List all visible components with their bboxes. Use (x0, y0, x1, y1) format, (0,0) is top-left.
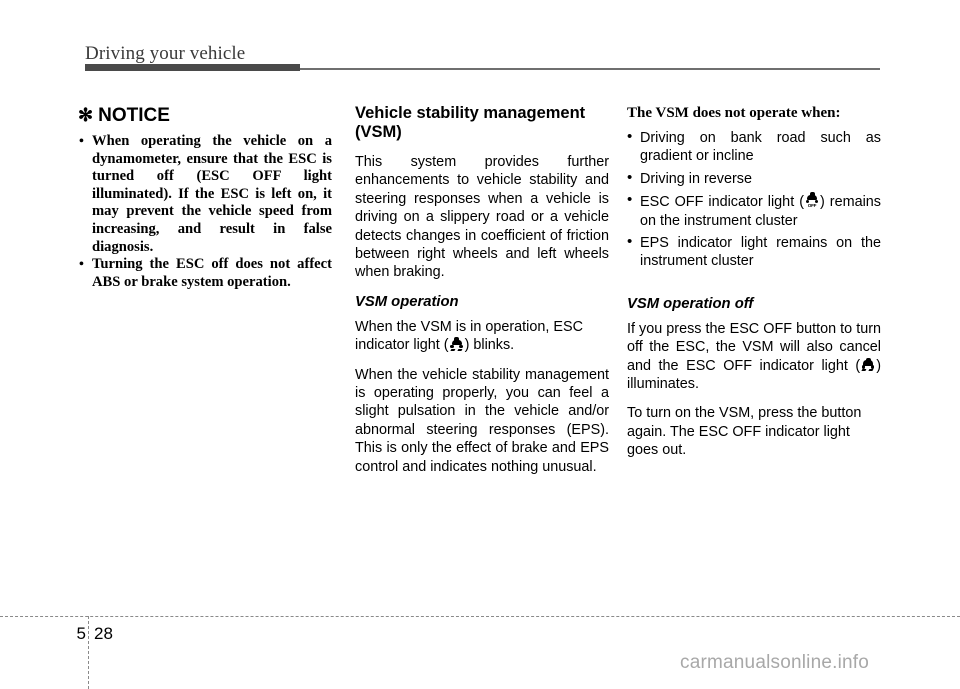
paragraph-text-after-icon: ) blinks. (464, 337, 515, 354)
sub-heading-vsm-operation-off: VSM operation off (627, 295, 754, 312)
column-right-vsm-limits (627, 104, 881, 471)
esc-off-indicator-icon (861, 358, 875, 373)
notice-heading (78, 104, 332, 127)
vsm-limit-list-item (627, 234, 881, 271)
paragraph-text-after-icon: ) illuminates. (627, 357, 881, 393)
notice-heading-label: NOTICE (98, 105, 170, 126)
footer-divider-horizontal (0, 616, 960, 617)
footer-page-number: 28 (94, 624, 113, 643)
notice-list-item (78, 133, 332, 256)
bullet-icon: • (627, 128, 633, 145)
esc-indicator-icon (450, 337, 464, 352)
vsm-operation-paragraph-1 (355, 318, 609, 355)
bullet-icon: • (627, 233, 633, 251)
vsm-limit-list-item (627, 192, 881, 230)
vsm-intro-paragraph: This system provides further enhancements to vehicle stability and steering responses when a vehicle is driving on a slippery road or a vehicle detects changes in coefficient of friction between right wheels and left wheels when braking. (355, 154, 609, 281)
notice-list-item (78, 256, 332, 291)
bullet-icon: • (627, 191, 633, 209)
vsm-limit-text: Driving on bank road such as gradient or incline (640, 130, 881, 165)
vsm-operation-paragraph-2: When the vehicle stability management is operating properly, you can feel a slight pulsation in the vehicle and/or abnormal steering responses (EPS). This is only the effect of brake and EPS control and indicates nothing unusual. (355, 366, 609, 475)
vsm-limit-text: Driving in reverse (640, 170, 752, 187)
footer-divider-vertical (88, 616, 89, 689)
vsm-off-paragraph-1 (627, 320, 881, 394)
column-middle-vsm (355, 104, 609, 487)
vsm-limit-text-before-icon: ESC OFF indicator light ( (640, 194, 804, 211)
paragraph-text-before-icon: If you press the ESC OFF button to turn off the ESC, the VSM will also cancel and the ESC OFF indicator light ( (627, 320, 881, 374)
footer-chapter-number: 5 (76, 624, 86, 643)
vsm-limit-text: EPS indicator light remains on the instrument cluster (640, 235, 881, 270)
vsm-off-paragraph-2: To turn on the VSM, press the button again. The ESC OFF indicator light goes out. (627, 405, 862, 459)
vsm-limit-list-item (627, 170, 881, 188)
section-heading-vsm: Vehicle stability management (VSM) (355, 104, 586, 141)
esc-off-indicator-icon (805, 192, 819, 209)
notice-item-text: Turning the ESC off does not affect ABS or brake system operation. (92, 256, 332, 290)
page-title: Driving your vehicle (85, 43, 246, 64)
esc-off-label: OFF (807, 203, 817, 209)
paragraph-text-before-icon: When the VSM is in operation, ESC indicator light ( (355, 318, 583, 354)
asterisk-icon: ✻ (78, 105, 94, 125)
vsm-limit-text-after-icon: ) remains on the instrument cluster (640, 194, 881, 229)
bullet-icon: • (79, 257, 84, 273)
bullet-icon: • (79, 134, 84, 149)
column-left-notice (78, 104, 332, 291)
heading-vsm-does-not-operate: The VSM does not operate when: (627, 105, 841, 121)
section-spacer (627, 275, 881, 295)
bullet-icon: • (627, 168, 633, 186)
vsm-limit-list-item (627, 129, 881, 166)
notice-item-text: When operating the vehicle on a dynamometer, ensure that the ESC is turned off (ESC OFF light illuminated). If the ESC is left on, it may prevent the vehicle speed from increasing, and result in false diagnosis. (92, 133, 332, 255)
sub-heading-vsm-operation: VSM operation (355, 293, 459, 310)
watermark: carmanualsonline.info (680, 652, 870, 673)
